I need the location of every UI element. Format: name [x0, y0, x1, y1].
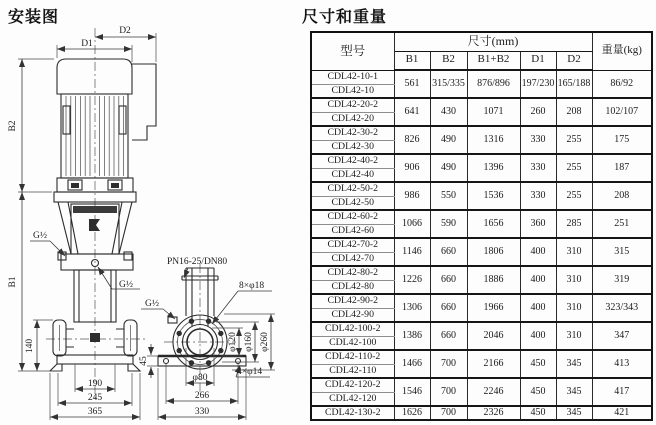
bolt-circle-label: 8×φ18 [239, 281, 265, 291]
table-row [311, 406, 652, 420]
table-row [311, 154, 652, 168]
model-cell: CDL42-40 [311, 168, 394, 182]
size-cell: 260 [520, 98, 556, 126]
size-cell: 450 [520, 350, 556, 378]
size-cell: 1146 [394, 238, 430, 266]
table-row [311, 126, 652, 140]
weight-cell: 417 [592, 378, 652, 406]
weight-cell: 319 [592, 266, 652, 294]
model-cell: CDL42-40-2 [311, 154, 394, 168]
model-cell: CDL42-50 [311, 196, 394, 210]
column-header-d2: D2 [556, 51, 592, 70]
size-cell: 700 [430, 350, 467, 378]
size-cell: 430 [430, 98, 467, 126]
table-row [311, 294, 652, 308]
size-cell: 1226 [394, 266, 430, 294]
model-cell: CDL42-20-2 [311, 98, 394, 112]
model-cell: CDL42-30 [311, 140, 394, 154]
size-cell: 1546 [394, 378, 430, 406]
model-cell: CDL42-60 [311, 224, 394, 238]
size-cell: 165/188 [556, 70, 592, 98]
dim-label-phi120: φ120 [228, 332, 238, 352]
size-cell: 400 [520, 294, 556, 322]
size-cell: 1806 [467, 238, 520, 266]
model-cell: CDL42-100 [311, 336, 394, 350]
size-cell: 400 [520, 238, 556, 266]
port-label-g-half-flange: G½ [145, 299, 159, 309]
size-cell: 1071 [467, 98, 520, 126]
size-cell: 641 [394, 98, 430, 126]
dim-label-b1: B1 [8, 276, 18, 288]
column-header-b2: B2 [430, 51, 467, 70]
weight-cell: 102/107 [592, 98, 652, 126]
dim-label-190: 190 [87, 379, 103, 389]
size-cell: 1386 [394, 322, 430, 350]
size-cell: 1626 [394, 406, 430, 420]
size-cell: 2326 [467, 406, 520, 420]
table-row [311, 266, 652, 280]
size-cell: 700 [430, 378, 467, 406]
size-cell: 906 [394, 154, 430, 182]
size-cell: 2166 [467, 350, 520, 378]
dim-label-d1: D1 [81, 39, 93, 49]
size-cell: 986 [394, 182, 430, 210]
dim-label-245: 245 [87, 393, 103, 403]
dim-label-365: 365 [87, 407, 103, 417]
dim-label-phi80: φ80 [192, 373, 208, 383]
brand-mark [89, 219, 100, 231]
port-label-g-half-left: G½ [33, 231, 47, 241]
dim-label-266: 266 [194, 391, 210, 401]
column-header-size-group: 尺寸(mm) [394, 32, 592, 51]
model-cell: CDL42-100-2 [311, 322, 394, 336]
dim-label-phi260: φ260 [260, 332, 270, 352]
model-cell: CDL42-10-1 [311, 70, 394, 84]
size-cell: 310 [556, 238, 592, 266]
dim-label-330: 330 [194, 407, 210, 417]
installation-diagram [0, 0, 300, 425]
table-row [311, 350, 652, 364]
flange-spec-label: PN16-25/DN80 [167, 257, 228, 267]
motor [54, 59, 156, 202]
base-hole [236, 359, 241, 364]
model-cell: CDL42-90 [311, 308, 394, 322]
gauge-port [168, 317, 177, 323]
model-cell: CDL42-70-2 [311, 238, 394, 252]
size-cell: 660 [430, 238, 467, 266]
size-cell: 400 [520, 266, 556, 294]
flange-view [158, 268, 246, 369]
model-cell: CDL42-70 [311, 252, 394, 266]
size-cell: 450 [520, 406, 556, 420]
model-cell: CDL42-20 [311, 112, 394, 126]
size-cell: 315/335 [430, 70, 467, 98]
size-cell: 1886 [467, 266, 520, 294]
size-cell: 550 [430, 182, 467, 210]
weight-cell: 347 [592, 322, 652, 350]
size-cell: 360 [520, 210, 556, 238]
table-row [311, 238, 652, 252]
size-cell: 826 [394, 126, 430, 154]
dimensions-table [310, 31, 653, 421]
size-cell: 1306 [394, 294, 430, 322]
table-row [311, 98, 652, 112]
size-cell: 660 [430, 322, 467, 350]
size-cell: 700 [430, 406, 467, 420]
column-header-weight: 重量(kg) [592, 32, 652, 70]
table-row [311, 70, 652, 84]
size-cell: 2246 [467, 378, 520, 406]
port-label-g-half-bottom: G½ [119, 280, 133, 290]
table-row [311, 210, 652, 224]
diagram-labels [8, 26, 270, 417]
size-cell: 876/896 [467, 70, 520, 98]
centerlines [46, 28, 236, 400]
weight-cell: 208 [592, 182, 652, 210]
size-cell: 285 [556, 210, 592, 238]
weight-cell: 421 [592, 406, 652, 420]
weight-cell: 413 [592, 350, 652, 378]
model-cell: CDL42-90-2 [311, 294, 394, 308]
shaft-hub [90, 333, 100, 342]
table-row [311, 182, 652, 196]
weight-cell: 323/343 [592, 294, 652, 322]
model-cell: CDL42-110-2 [311, 350, 394, 364]
model-cell: CDL42-30-2 [311, 126, 394, 140]
size-cell: 490 [430, 126, 467, 154]
model-cell: CDL42-120-2 [311, 378, 394, 392]
size-cell: 1066 [394, 210, 430, 238]
size-cell: 1966 [467, 294, 520, 322]
dim-label-b2: B2 [8, 120, 18, 132]
size-cell: 208 [556, 98, 592, 126]
size-cell: 490 [430, 154, 467, 182]
model-cell: CDL42-130-2 [311, 406, 394, 420]
size-cell: 590 [430, 210, 467, 238]
size-cell: 1536 [467, 182, 520, 210]
size-cell: 400 [520, 322, 556, 350]
dim-label-45: 45 [139, 356, 149, 366]
pump-body [58, 202, 133, 322]
column-header-b1: B1 [394, 51, 430, 70]
size-cell: 660 [430, 266, 467, 294]
size-cell: 345 [556, 350, 592, 378]
size-cell: 330 [520, 182, 556, 210]
model-cell: CDL42-50-2 [311, 182, 394, 196]
dim-label-d2: D2 [119, 26, 131, 36]
table-title: 尺寸和重量 [302, 7, 388, 26]
size-cell: 660 [430, 294, 467, 322]
model-cell: CDL42-110 [311, 364, 394, 378]
size-cell: 1466 [394, 350, 430, 378]
diagram-title: 安装图 [8, 7, 60, 26]
size-cell: 1396 [467, 154, 520, 182]
size-cell: 255 [556, 126, 592, 154]
size-cell: 345 [556, 406, 592, 420]
size-cell: 255 [556, 182, 592, 210]
size-cell: 345 [556, 378, 592, 406]
model-cell: CDL42-60-2 [311, 210, 394, 224]
weight-cell: 175 [592, 126, 652, 154]
size-cell: 197/230 [520, 70, 556, 98]
base-hole [164, 359, 169, 364]
model-cell: CDL42-80 [311, 280, 394, 294]
size-cell: 450 [520, 378, 556, 406]
table-row [311, 378, 652, 392]
size-cell: 310 [556, 294, 592, 322]
dim-label-140: 140 [25, 338, 35, 354]
base-holes-label: 4×φ14 [237, 367, 263, 377]
size-cell: 330 [520, 126, 556, 154]
size-cell: 2046 [467, 322, 520, 350]
dim-label-phi160: φ160 [244, 332, 254, 352]
size-cell: 310 [556, 266, 592, 294]
size-cell: 1316 [467, 126, 520, 154]
column-header-d1: D1 [520, 51, 556, 70]
column-header-model: 型号 [311, 32, 394, 70]
table-row [311, 322, 652, 336]
size-cell: 561 [394, 70, 430, 98]
size-cell: 1656 [467, 210, 520, 238]
column-header-b1b2: B1+B2 [467, 51, 520, 70]
model-cell: CDL42-10 [311, 84, 394, 98]
weight-cell: 315 [592, 238, 652, 266]
model-cell: CDL42-120 [311, 392, 394, 406]
weight-cell: 86/92 [592, 70, 652, 98]
weight-cell: 251 [592, 210, 652, 238]
size-cell: 255 [556, 154, 592, 182]
size-cell: 330 [520, 154, 556, 182]
size-cell: 310 [556, 322, 592, 350]
weight-cell: 187 [592, 154, 652, 182]
model-cell: CDL42-80-2 [311, 266, 394, 280]
